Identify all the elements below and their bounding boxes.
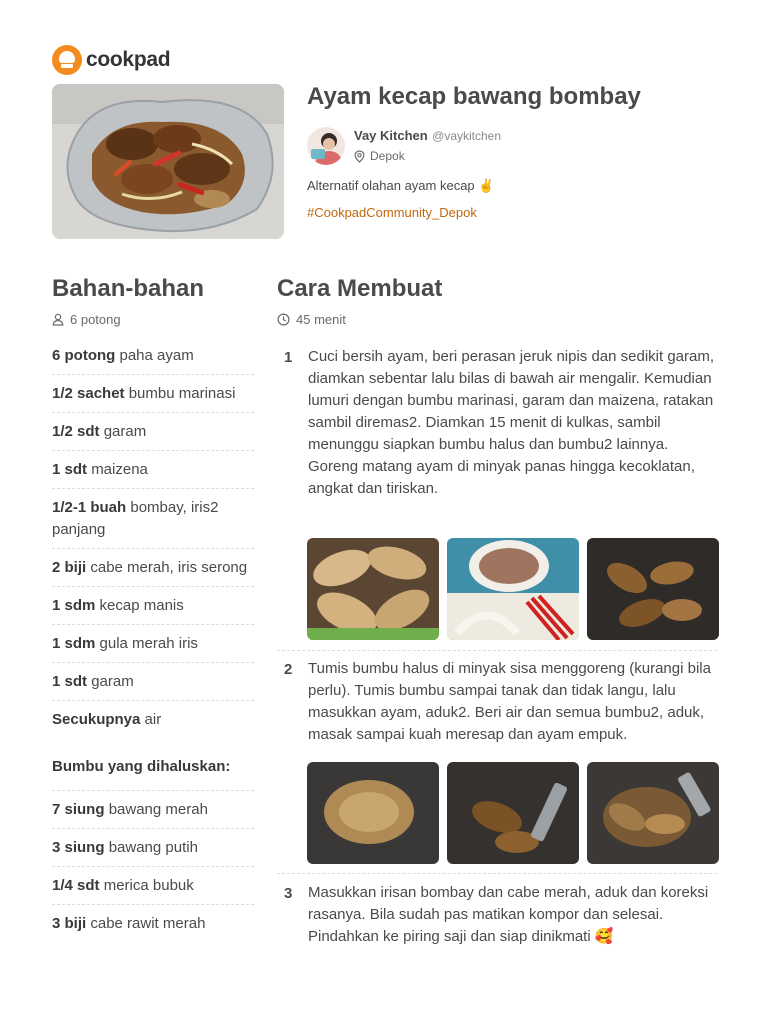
ingredient-qty: 7 siung — [52, 801, 105, 818]
step-divider — [277, 873, 717, 874]
ingredient-name: bombay, iris2 panjang — [52, 499, 219, 538]
ingredient-item — [52, 549, 254, 587]
ingredient-qty: 1 sdt — [52, 673, 88, 690]
ingredient-item — [52, 451, 254, 489]
author-block[interactable] — [307, 127, 501, 165]
ingredient-item — [52, 829, 254, 867]
ingredient-name: cabe rawit merah — [90, 915, 206, 932]
step-text — [308, 346, 718, 500]
ingredient-item — [52, 413, 254, 451]
ingredient-qty: Secukupnya — [52, 711, 141, 728]
step-number: 3 — [284, 885, 293, 902]
step-photo[interactable] — [307, 538, 439, 640]
ingredient-qty: 1 sdm — [52, 597, 96, 614]
step-photo[interactable] — [447, 538, 579, 640]
ingredient-item — [52, 663, 254, 701]
ingredient-qty: 1/4 sdt — [52, 877, 100, 894]
step-photos — [307, 762, 719, 864]
step-paragraph: Goreng matang ayam di minyak panas hingga kecoklatan, angkat dan tiriskan. — [308, 458, 695, 497]
ingredient-subheading: Bumbu yang dihaluskan: — [52, 738, 254, 791]
author-location: Depok — [370, 149, 405, 163]
step-paragraph: Tumis bumbu halus di minyak sisa menggoreng (kurangi bila perlu). Tumis bumbu sampai tanak dan tidak langu, lalu masukkan ayam, aduk2. Beri air dan semua bumbu2, aduk, masak sampai kuah meresap dan ayam empuk. — [308, 660, 711, 743]
duration-text: 45 menit — [296, 312, 346, 327]
hashtag-link[interactable]: #CookpadCommunity_Depok — [307, 205, 477, 220]
ingredient-name: garam — [91, 673, 134, 690]
recipe-title: Ayam kecap bawang bombay — [307, 83, 641, 110]
step-photo[interactable] — [447, 762, 579, 864]
ingredient-name: cabe merah, iris serong — [90, 559, 248, 576]
ingredient-qty: 1/2 sdt — [52, 423, 100, 440]
ingredient-name: kecap manis — [99, 597, 184, 614]
brand-name: cookpad — [86, 48, 171, 71]
ingredient-qty: 3 siung — [52, 839, 105, 856]
step-paragraph: Masukkan irisan bombay dan cabe merah, aduk dan koreksi rasanya. Bila sudah pas matikan kompor dan selesai. Pindahkan ke piring saji dan siap dinikmati 🥰 — [308, 884, 709, 945]
ingredient-qty: 1 sdm — [52, 635, 96, 652]
author-avatar[interactable] — [307, 127, 345, 165]
cookpad-chef-hat-icon — [52, 45, 82, 75]
step-photos — [307, 538, 719, 640]
step-photo[interactable] — [587, 538, 719, 640]
ingredient-item — [52, 791, 254, 829]
step-photo[interactable] — [307, 762, 439, 864]
step-text — [308, 658, 718, 746]
step-paragraph: Cuci bersih ayam, beri perasan jeruk nipis dan sedikit garam, diamkan sebentar lalu bilas di bawah air mengalir. Kemudian lumuri dengan bumbu marinasi, garam dan maizena, ratakan sambil diremas2. Diamkan 15 menit di kulkas, sambil menunggu siapkan bumbu halus dan bumbu2 lainnya. — [308, 348, 715, 453]
ingredient-item — [52, 625, 254, 663]
ingredient-item — [52, 905, 254, 942]
ingredient-name: garam — [103, 423, 147, 440]
ingredient-item — [52, 867, 254, 905]
duration — [277, 312, 346, 327]
ingredient-item — [52, 489, 254, 549]
ingredient-name: gula merah iris — [99, 635, 198, 652]
ingredient-name: bawang merah — [108, 801, 208, 818]
ingredient-item — [52, 701, 254, 738]
ingredient-qty: 1/2 sachet — [52, 385, 125, 402]
ingredient-item — [52, 337, 254, 375]
ingredient-item — [52, 375, 254, 413]
ingredient-qty: 6 potong — [52, 347, 116, 364]
author-handle[interactable]: @vaykitchen — [432, 129, 502, 143]
author-name[interactable]: Vay Kitchen — [354, 128, 428, 143]
cookpad-logo[interactable] — [52, 45, 170, 75]
recipe-description: Alternatif olahan ayam kecap ✌️ — [307, 178, 495, 193]
servings — [52, 312, 121, 327]
ingredient-item — [52, 587, 254, 625]
ingredient-qty: 1 sdt — [52, 461, 88, 478]
ingredient-name: bawang putih — [108, 839, 198, 856]
person-icon — [52, 313, 64, 326]
servings-text: 6 potong — [70, 312, 121, 327]
step-number: 2 — [284, 661, 293, 678]
ingredient-name: paha ayam — [119, 347, 194, 364]
step-number: 1 — [284, 349, 293, 366]
location-pin-icon — [354, 150, 365, 163]
steps-heading: Cara Membuat — [277, 275, 443, 302]
ingredient-name: air — [144, 711, 162, 728]
ingredients-heading: Bahan-bahan — [52, 275, 205, 302]
ingredient-qty: 3 biji — [52, 915, 87, 932]
step-photo[interactable] — [587, 762, 719, 864]
ingredient-name: maizena — [91, 461, 148, 478]
ingredient-list — [52, 337, 254, 942]
ingredient-qty: 2 biji — [52, 559, 87, 576]
recipe-hero-photo — [52, 84, 284, 239]
ingredient-name: merica bubuk — [103, 877, 194, 894]
clock-icon — [277, 313, 290, 326]
ingredient-name: bumbu marinasi — [128, 385, 236, 402]
step-text — [308, 882, 718, 948]
ingredient-qty: 1/2-1 buah — [52, 499, 127, 516]
step-divider — [277, 650, 717, 651]
